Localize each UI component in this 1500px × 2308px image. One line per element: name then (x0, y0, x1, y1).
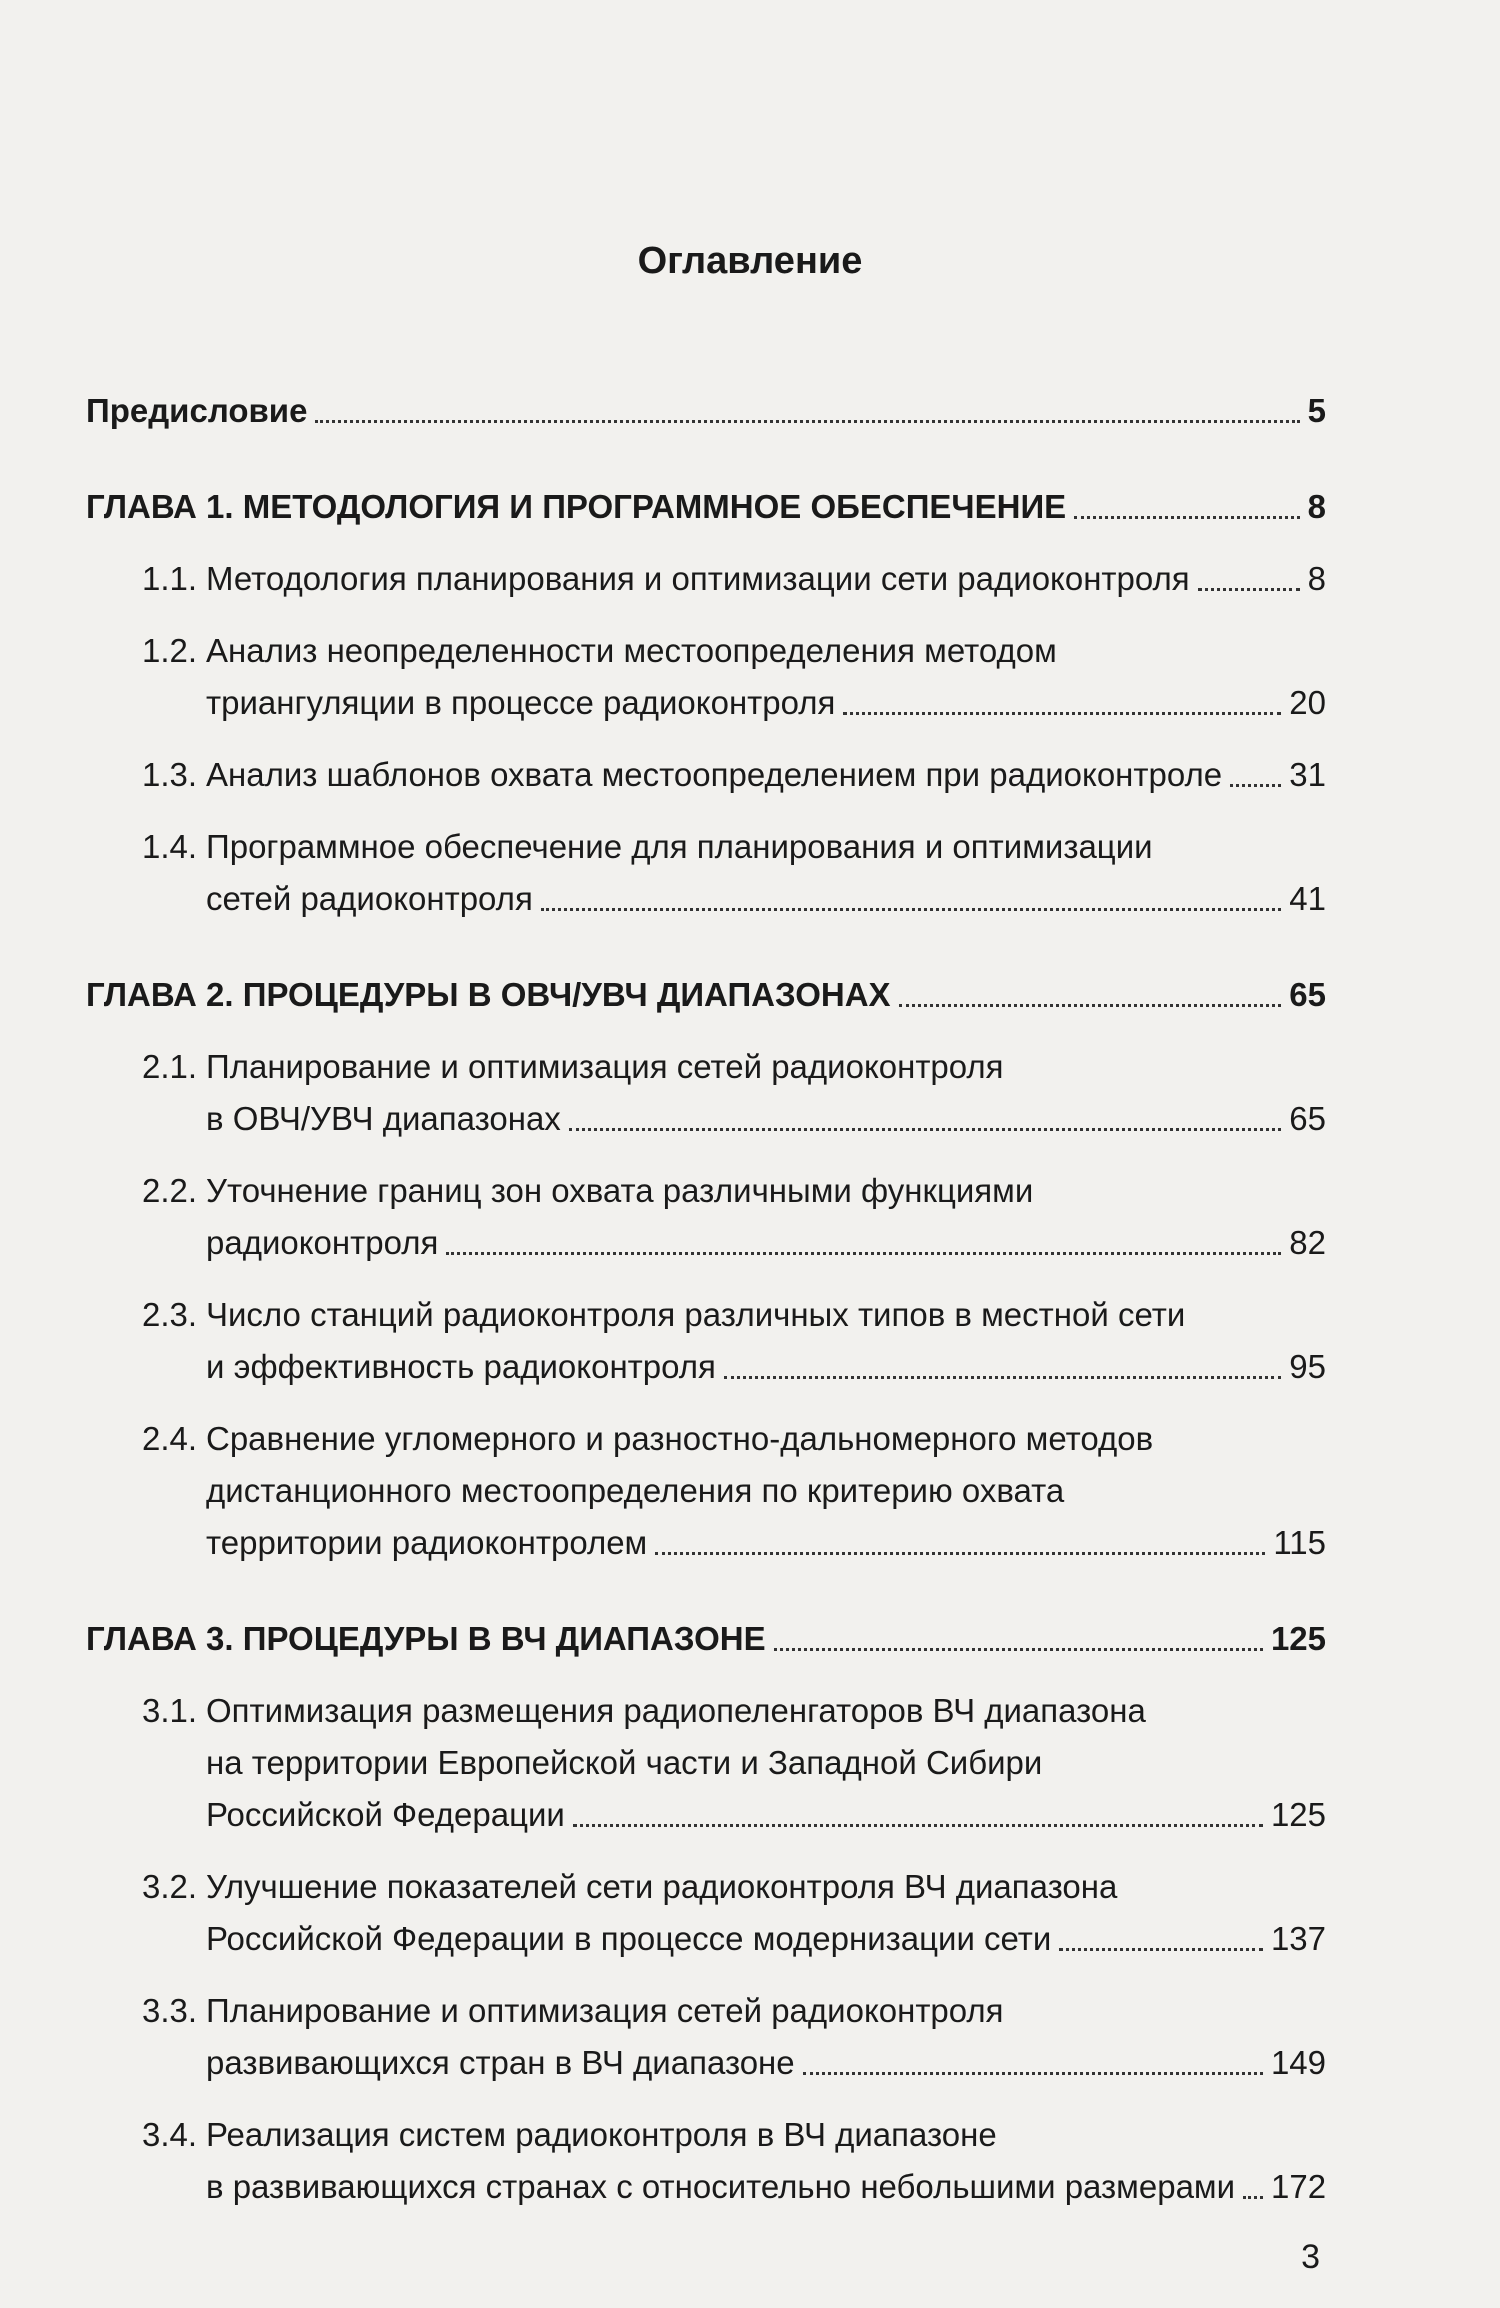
toc-line (142, 2161, 1326, 2213)
dot-leader (569, 1128, 1281, 1131)
toc-entry-text (142, 1413, 1326, 1465)
toc-spacer (86, 729, 1326, 749)
toc-entry-text (142, 1289, 1326, 1341)
dot-leader (843, 712, 1281, 715)
toc-entry-line: Уточнение границ зон охвата различными функциями (206, 1172, 1034, 1209)
dot-leader (803, 2072, 1263, 2075)
toc-line (142, 1217, 1326, 1269)
toc-entry-text: и эффективность радиоконтроля (206, 1348, 716, 1385)
toc-page-number: 8 (1307, 488, 1326, 525)
toc-entry-text (142, 1165, 1326, 1217)
toc-section-entry[interactable] (86, 1165, 1326, 1269)
toc-section-number: 2.3. (142, 1296, 198, 1333)
dot-leader (655, 1552, 1265, 1555)
page-number: 3 (1301, 2238, 1320, 2276)
page-title: Оглавление (637, 240, 863, 282)
toc-line (142, 873, 1326, 925)
dot-leader (1074, 516, 1299, 519)
toc-entry-text: развивающихся стран в ВЧ диапазоне (206, 2044, 795, 2081)
toc-chapter-entry[interactable] (86, 1613, 1326, 1665)
dot-leader (1198, 588, 1300, 591)
toc-section-number: 1.3. (142, 756, 198, 793)
toc-page-number: 172 (1271, 2168, 1327, 2205)
toc-entry-text: триангуляции в процессе радиоконтроля (206, 684, 836, 721)
toc-entry-title (86, 481, 1066, 533)
toc-entry-line: Анализ неопределенности местоопределения методом (206, 632, 1057, 669)
toc-section-number: 1.1. (142, 560, 198, 597)
toc-line (86, 385, 1326, 437)
dot-leader (774, 1648, 1263, 1651)
toc-entry-title (142, 1217, 438, 1269)
toc-entry-text (142, 2109, 1326, 2161)
toc-entry-text (142, 1041, 1326, 1093)
toc-entry-line: Реализация систем радиоконтроля в ВЧ диапазоне (206, 2116, 997, 2153)
toc-entry-text (142, 1985, 1326, 2037)
toc-entry-text (142, 1465, 1326, 1517)
toc-entry-title (142, 2161, 1235, 2213)
toc-section-entry[interactable] (86, 2109, 1326, 2213)
toc-entry-text (142, 821, 1326, 873)
toc-section-entry[interactable] (86, 1985, 1326, 2089)
dot-leader (724, 1376, 1281, 1379)
toc-section-entry[interactable] (86, 1861, 1326, 1965)
toc-section-entry[interactable] (86, 1685, 1326, 1841)
dot-leader (899, 1004, 1282, 1007)
toc-section-number: 2.1. (142, 1048, 198, 1085)
toc-entry-title (142, 553, 1190, 605)
toc-entry-text: Российской Федерации (206, 1796, 565, 1833)
toc-entry-text (142, 1737, 1326, 1789)
toc-section-entry[interactable] (86, 1413, 1326, 1569)
toc-entry-title (142, 749, 1222, 801)
toc-line (142, 677, 1326, 729)
toc-line (142, 1093, 1326, 1145)
toc-entry-line: на территории Европейской части и Западной Сибири (206, 1744, 1043, 1781)
toc-page-number: 115 (1273, 1524, 1326, 1561)
toc-page-number: 5 (1307, 392, 1326, 429)
toc-section-entry[interactable] (86, 553, 1326, 605)
toc-section-entry[interactable] (86, 749, 1326, 801)
toc-section-number: 2.4. (142, 1420, 198, 1457)
toc-entry-title (142, 1341, 716, 1393)
toc-line (142, 553, 1326, 605)
toc-spacer (86, 437, 1326, 481)
toc-entry-title (142, 677, 835, 729)
toc-preface-entry[interactable] (86, 385, 1326, 437)
toc-section-number: 3.4. (142, 2116, 198, 2153)
toc-entry-text: Методология планирования и оптимизации сети радиоконтроля (206, 560, 1190, 597)
toc-entry-title (142, 1517, 647, 1569)
toc-line (86, 1613, 1326, 1665)
toc-chapter-entry[interactable] (86, 969, 1326, 1021)
toc-entry-text: территории радиоконтролем (206, 1524, 648, 1561)
toc-spacer (86, 1269, 1326, 1289)
toc-entry-text: Российской Федерации в процессе модернизации сети (206, 1920, 1052, 1957)
toc-page-number: 95 (1289, 1348, 1326, 1385)
toc-entry-line: Число станций радиоконтроля различных типов в местной сети (206, 1296, 1186, 1333)
toc-section-number: 1.4. (142, 828, 198, 865)
toc-section-number: 2.2. (142, 1172, 198, 1209)
toc-spacer (86, 925, 1326, 969)
toc-spacer (86, 801, 1326, 821)
toc-page-number: 20 (1289, 684, 1326, 721)
dot-leader (1059, 1948, 1263, 1951)
toc-spacer (86, 605, 1326, 625)
toc-entry-text: в ОВЧ/УВЧ диапазонах (206, 1100, 561, 1137)
toc-line (142, 1517, 1326, 1569)
toc-spacer (86, 1021, 1326, 1041)
toc-entry-text: Анализ шаблонов охвата местоопределением при радиоконтроле (206, 756, 1223, 793)
toc-entry-text (142, 625, 1326, 677)
toc-spacer (86, 1393, 1326, 1413)
toc-entry-line: Программное обеспечение для планирования и оптимизации (206, 828, 1153, 865)
toc-entry-text: в развивающихся странах с относительно небольшими размерами (206, 2168, 1236, 2205)
toc-page-number: 65 (1289, 976, 1326, 1013)
toc-page-number: 125 (1270, 1620, 1326, 1657)
table-of-contents (86, 385, 1326, 2213)
toc-section-number: 3.1. (142, 1692, 198, 1729)
dot-leader (1243, 2196, 1263, 2199)
toc-entry-line: Оптимизация размещения радиопеленгаторов ВЧ диапазона (206, 1692, 1146, 1729)
toc-entry-text: радиоконтроля (206, 1224, 439, 1261)
toc-line (86, 481, 1326, 533)
toc-page-number: 125 (1270, 1796, 1326, 1833)
toc-entry-title (142, 1093, 561, 1145)
toc-entry-text (142, 1861, 1326, 1913)
toc-spacer (86, 1665, 1326, 1685)
toc-spacer (86, 1965, 1326, 1985)
toc-page-number: 8 (1307, 560, 1326, 597)
dot-leader (573, 1824, 1263, 1827)
toc-line (142, 749, 1326, 801)
toc-entry-title (86, 1613, 766, 1665)
toc-spacer (86, 533, 1326, 553)
toc-entry-text: ГЛАВА 2. ПРОЦЕДУРЫ В ОВЧ/УВЧ ДИАПАЗОНАХ (86, 976, 891, 1013)
toc-chapter-entry[interactable] (86, 481, 1326, 533)
toc-page-number: 82 (1289, 1224, 1326, 1261)
toc-entry-line: дистанционного местоопределения по критерию охвата (206, 1472, 1065, 1509)
toc-entry-title (142, 1789, 565, 1841)
dot-leader (446, 1252, 1281, 1255)
toc-entry-text: Предисловие (86, 392, 308, 429)
toc-line (86, 969, 1326, 1021)
toc-section-number: 1.2. (142, 632, 198, 669)
toc-entry-title (142, 873, 533, 925)
toc-entry-line: Сравнение угломерного и разностно-дальномерного методов (206, 1420, 1154, 1457)
toc-page-number: 31 (1289, 756, 1326, 793)
toc-entry-line: Планирование и оптимизация сетей радиоконтроля (206, 1048, 1004, 1085)
toc-spacer (86, 2089, 1326, 2109)
toc-section-entry[interactable] (86, 1289, 1326, 1393)
toc-spacer (86, 1841, 1326, 1861)
toc-spacer (86, 1569, 1326, 1613)
toc-section-entry[interactable] (86, 625, 1326, 729)
dot-leader (541, 908, 1281, 911)
toc-section-number: 3.3. (142, 1992, 198, 2029)
toc-entry-text (142, 1685, 1326, 1737)
toc-line (142, 1341, 1326, 1393)
toc-section-entry[interactable] (86, 821, 1326, 925)
toc-entry-title (142, 2037, 795, 2089)
toc-line (142, 1789, 1326, 1841)
toc-entry-title (86, 969, 891, 1021)
dot-leader (315, 420, 1299, 423)
toc-section-entry[interactable] (86, 1041, 1326, 1145)
toc-spacer (86, 1145, 1326, 1165)
toc-entry-title (142, 1913, 1051, 1965)
toc-entry-text: сетей радиоконтроля (206, 880, 533, 917)
toc-entry-text: ГЛАВА 1. МЕТОДОЛОГИЯ И ПРОГРАММНОЕ ОБЕСПЕЧЕНИЕ (86, 488, 1067, 525)
toc-line (142, 1913, 1326, 1965)
toc-page-number: 41 (1289, 880, 1326, 917)
toc-page-number: 65 (1289, 1100, 1326, 1137)
toc-entry-line: Улучшение показателей сети радиоконтроля ВЧ диапазона (206, 1868, 1118, 1905)
toc-entry-text: ГЛАВА 3. ПРОЦЕДУРЫ В ВЧ ДИАПАЗОНЕ (86, 1620, 766, 1657)
toc-line (142, 2037, 1326, 2089)
toc-section-number: 3.2. (142, 1868, 198, 1905)
toc-page-number: 149 (1270, 2044, 1326, 2081)
toc-entry-title (86, 385, 307, 437)
dot-leader (1230, 784, 1281, 787)
toc-entry-line: Планирование и оптимизация сетей радиоконтроля (206, 1992, 1004, 2029)
toc-page-number: 137 (1270, 1920, 1326, 1957)
